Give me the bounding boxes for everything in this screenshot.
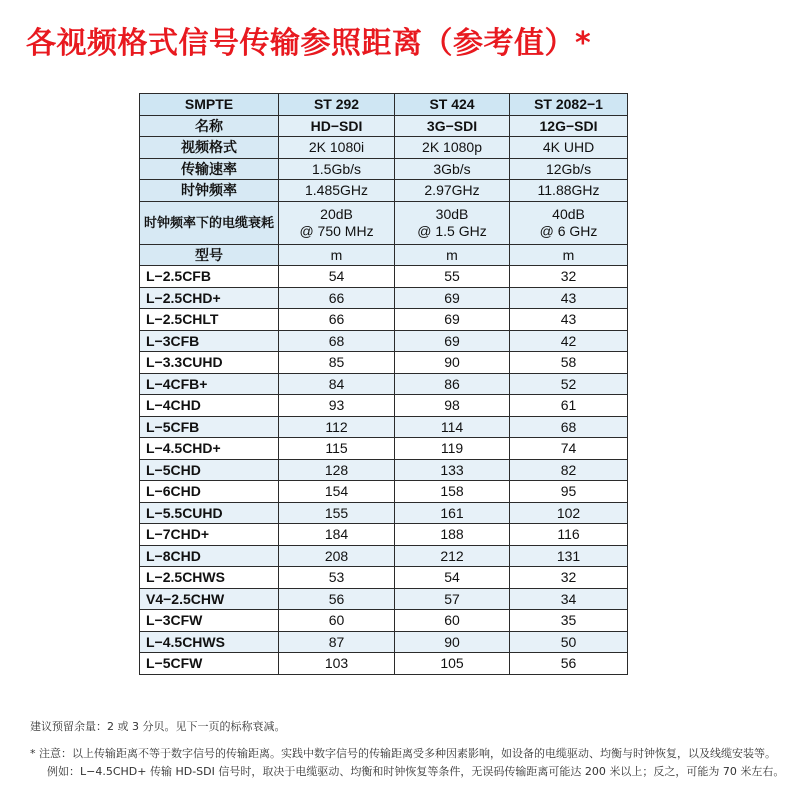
cable-model: L−4.5CHD+ [140,438,279,460]
name-cell: 12G−SDI [510,115,628,137]
cable-model: L−7CHD+ [140,524,279,546]
table-row [140,610,628,632]
distance-value: 161 [395,502,510,524]
distance-value: 69 [395,309,510,331]
table-row [140,438,628,460]
distance-value: 154 [279,481,395,503]
distance-value: 58 [510,352,628,374]
cable-model: L−5.5CUHD [140,502,279,524]
distance-value: 35 [510,610,628,632]
cable-model: L−5CFB [140,416,279,438]
distance-value: 57 [395,588,510,610]
rate-label: 传输速率 [140,158,279,180]
loss-cell [510,201,628,244]
example-note: 例如：L−4.5CHD+ 传输 HD-SDI 信号时，取决于电缆驱动、均衡和时钟恢复等条件，无误码传输距离可能达 200 米以上；反之，可能为 70 米左右。 [47,765,785,778]
distance-value: 56 [510,653,628,675]
loss-row [140,201,628,244]
distance-value: 43 [510,309,628,331]
loss-frequency: @ 1.5 GHz [417,222,487,239]
format-cell: 2K 1080p [395,137,510,159]
model-label: 型号 [140,244,279,266]
cable-model: L−4CFB+ [140,373,279,395]
distance-value: 119 [395,438,510,460]
loss-value: 20dB [320,205,353,222]
distance-value: 90 [395,631,510,653]
distance-value: 155 [279,502,395,524]
table-row [140,309,628,331]
table-row [140,287,628,309]
distance-table [139,93,628,675]
loss-value: 30dB [435,205,469,222]
distance-value: 34 [510,588,628,610]
name-cell: HD−SDI [279,115,395,137]
cable-model: L−6CHD [140,481,279,503]
distance-value: 116 [510,524,628,546]
distance-value: 87 [279,631,395,653]
table-row [140,524,628,546]
cable-model: L−2.5CHWS [140,567,279,589]
rate-cell: 1.5Gb/s [279,158,395,180]
distance-value: 55 [395,266,510,288]
table-row [140,352,628,374]
distance-value: 56 [279,588,395,610]
distance-value: 66 [279,287,395,309]
table-row [140,588,628,610]
page-title: 各视频格式信号传输参照距离（参考值）* [26,26,592,61]
distance-value: 52 [510,373,628,395]
distance-value: 68 [510,416,628,438]
clock-cell: 1.485GHz [279,180,395,202]
loss-cell [395,201,510,244]
distance-value: 54 [395,567,510,589]
table-row [140,266,628,288]
table-row [140,395,628,417]
format-cell: 4K UHD [510,137,628,159]
distance-value: 93 [279,395,395,417]
header-st424: ST 424 [395,94,510,116]
distance-value: 66 [279,309,395,331]
cable-model: V4−2.5CHW [140,588,279,610]
clock-row [140,180,628,202]
unit-cell: m [279,244,395,266]
rate-cell: 3Gb/s [395,158,510,180]
distance-value: 103 [279,653,395,675]
header-st292: ST 292 [279,94,395,116]
table-row [140,481,628,503]
cable-model: L−2.5CHLT [140,309,279,331]
margin-note: 建议预留余量：2 或 3 分贝。见下一页的标称衰减。 [30,720,286,733]
distance-value: 68 [279,330,395,352]
distance-value: 133 [395,459,510,481]
distance-value: 105 [395,653,510,675]
distance-value: 95 [510,481,628,503]
distance-value: 90 [395,352,510,374]
distance-value: 188 [395,524,510,546]
distance-value: 32 [510,567,628,589]
loss-frequency: @ 6 GHz [539,222,598,239]
distance-value: 86 [395,373,510,395]
cable-model: L−4CHD [140,395,279,417]
loss-value: 40dB [552,205,585,222]
asterisk-note: * 注意：以上传输距离不等于数字信号的传输距离。实践中数字信号的传输距离受多种因素影响，如设备的电缆驱动、均衡与时钟恢复，以及线缆安装等。 [30,747,776,760]
cable-model: L−3.3CUHD [140,352,279,374]
rate-row [140,158,628,180]
table-row [140,373,628,395]
table-row [140,502,628,524]
distance-value: 32 [510,266,628,288]
distance-value: 54 [279,266,395,288]
cable-model: L−2.5CHD+ [140,287,279,309]
table-row [140,631,628,653]
table-row [140,416,628,438]
distance-value: 85 [279,352,395,374]
format-row [140,137,628,159]
rate-cell: 12Gb/s [510,158,628,180]
cable-model: L−3CFW [140,610,279,632]
cable-model: L−5CFW [140,653,279,675]
name-cell: 3G−SDI [395,115,510,137]
format-cell: 2K 1080i [279,137,395,159]
table-header-row [140,94,628,116]
distance-value: 115 [279,438,395,460]
cable-model: L−3CFB [140,330,279,352]
loss-cell [279,201,395,244]
name-row [140,115,628,137]
distance-value: 74 [510,438,628,460]
distance-value: 114 [395,416,510,438]
distance-value: 102 [510,502,628,524]
format-label: 视频格式 [140,137,279,159]
distance-value: 208 [279,545,395,567]
clock-cell: 2.97GHz [395,180,510,202]
name-label: 名称 [140,115,279,137]
table-row [140,545,628,567]
model-header-row [140,244,628,266]
distance-value: 60 [279,610,395,632]
unit-cell: m [395,244,510,266]
clock-cell: 11.88GHz [510,180,628,202]
cable-model: L−4.5CHWS [140,631,279,653]
distance-value: 98 [395,395,510,417]
distance-value: 128 [279,459,395,481]
distance-value: 42 [510,330,628,352]
distance-value: 69 [395,287,510,309]
distance-value: 53 [279,567,395,589]
cable-model: L−8CHD [140,545,279,567]
header-st2082: ST 2082−1 [510,94,628,116]
distance-value: 82 [510,459,628,481]
distance-value: 112 [279,416,395,438]
distance-value: 69 [395,330,510,352]
cable-model: L−5CHD [140,459,279,481]
distance-value: 84 [279,373,395,395]
clock-label: 时钟频率 [140,180,279,202]
distance-value: 184 [279,524,395,546]
distance-value: 43 [510,287,628,309]
distance-value: 50 [510,631,628,653]
distance-value: 60 [395,610,510,632]
loss-frequency: @ 750 MHz [299,222,374,239]
loss-label: 时钟频率下的电缆衰耗 [140,201,279,244]
distance-value: 212 [395,545,510,567]
cable-model: L−2.5CFB [140,266,279,288]
distance-value: 61 [510,395,628,417]
table-row [140,330,628,352]
table-row [140,567,628,589]
table-row [140,459,628,481]
unit-cell: m [510,244,628,266]
header-smpte: SMPTE [140,94,279,116]
table-row [140,653,628,675]
distance-value: 158 [395,481,510,503]
footnotes [30,718,784,781]
distance-value: 131 [510,545,628,567]
